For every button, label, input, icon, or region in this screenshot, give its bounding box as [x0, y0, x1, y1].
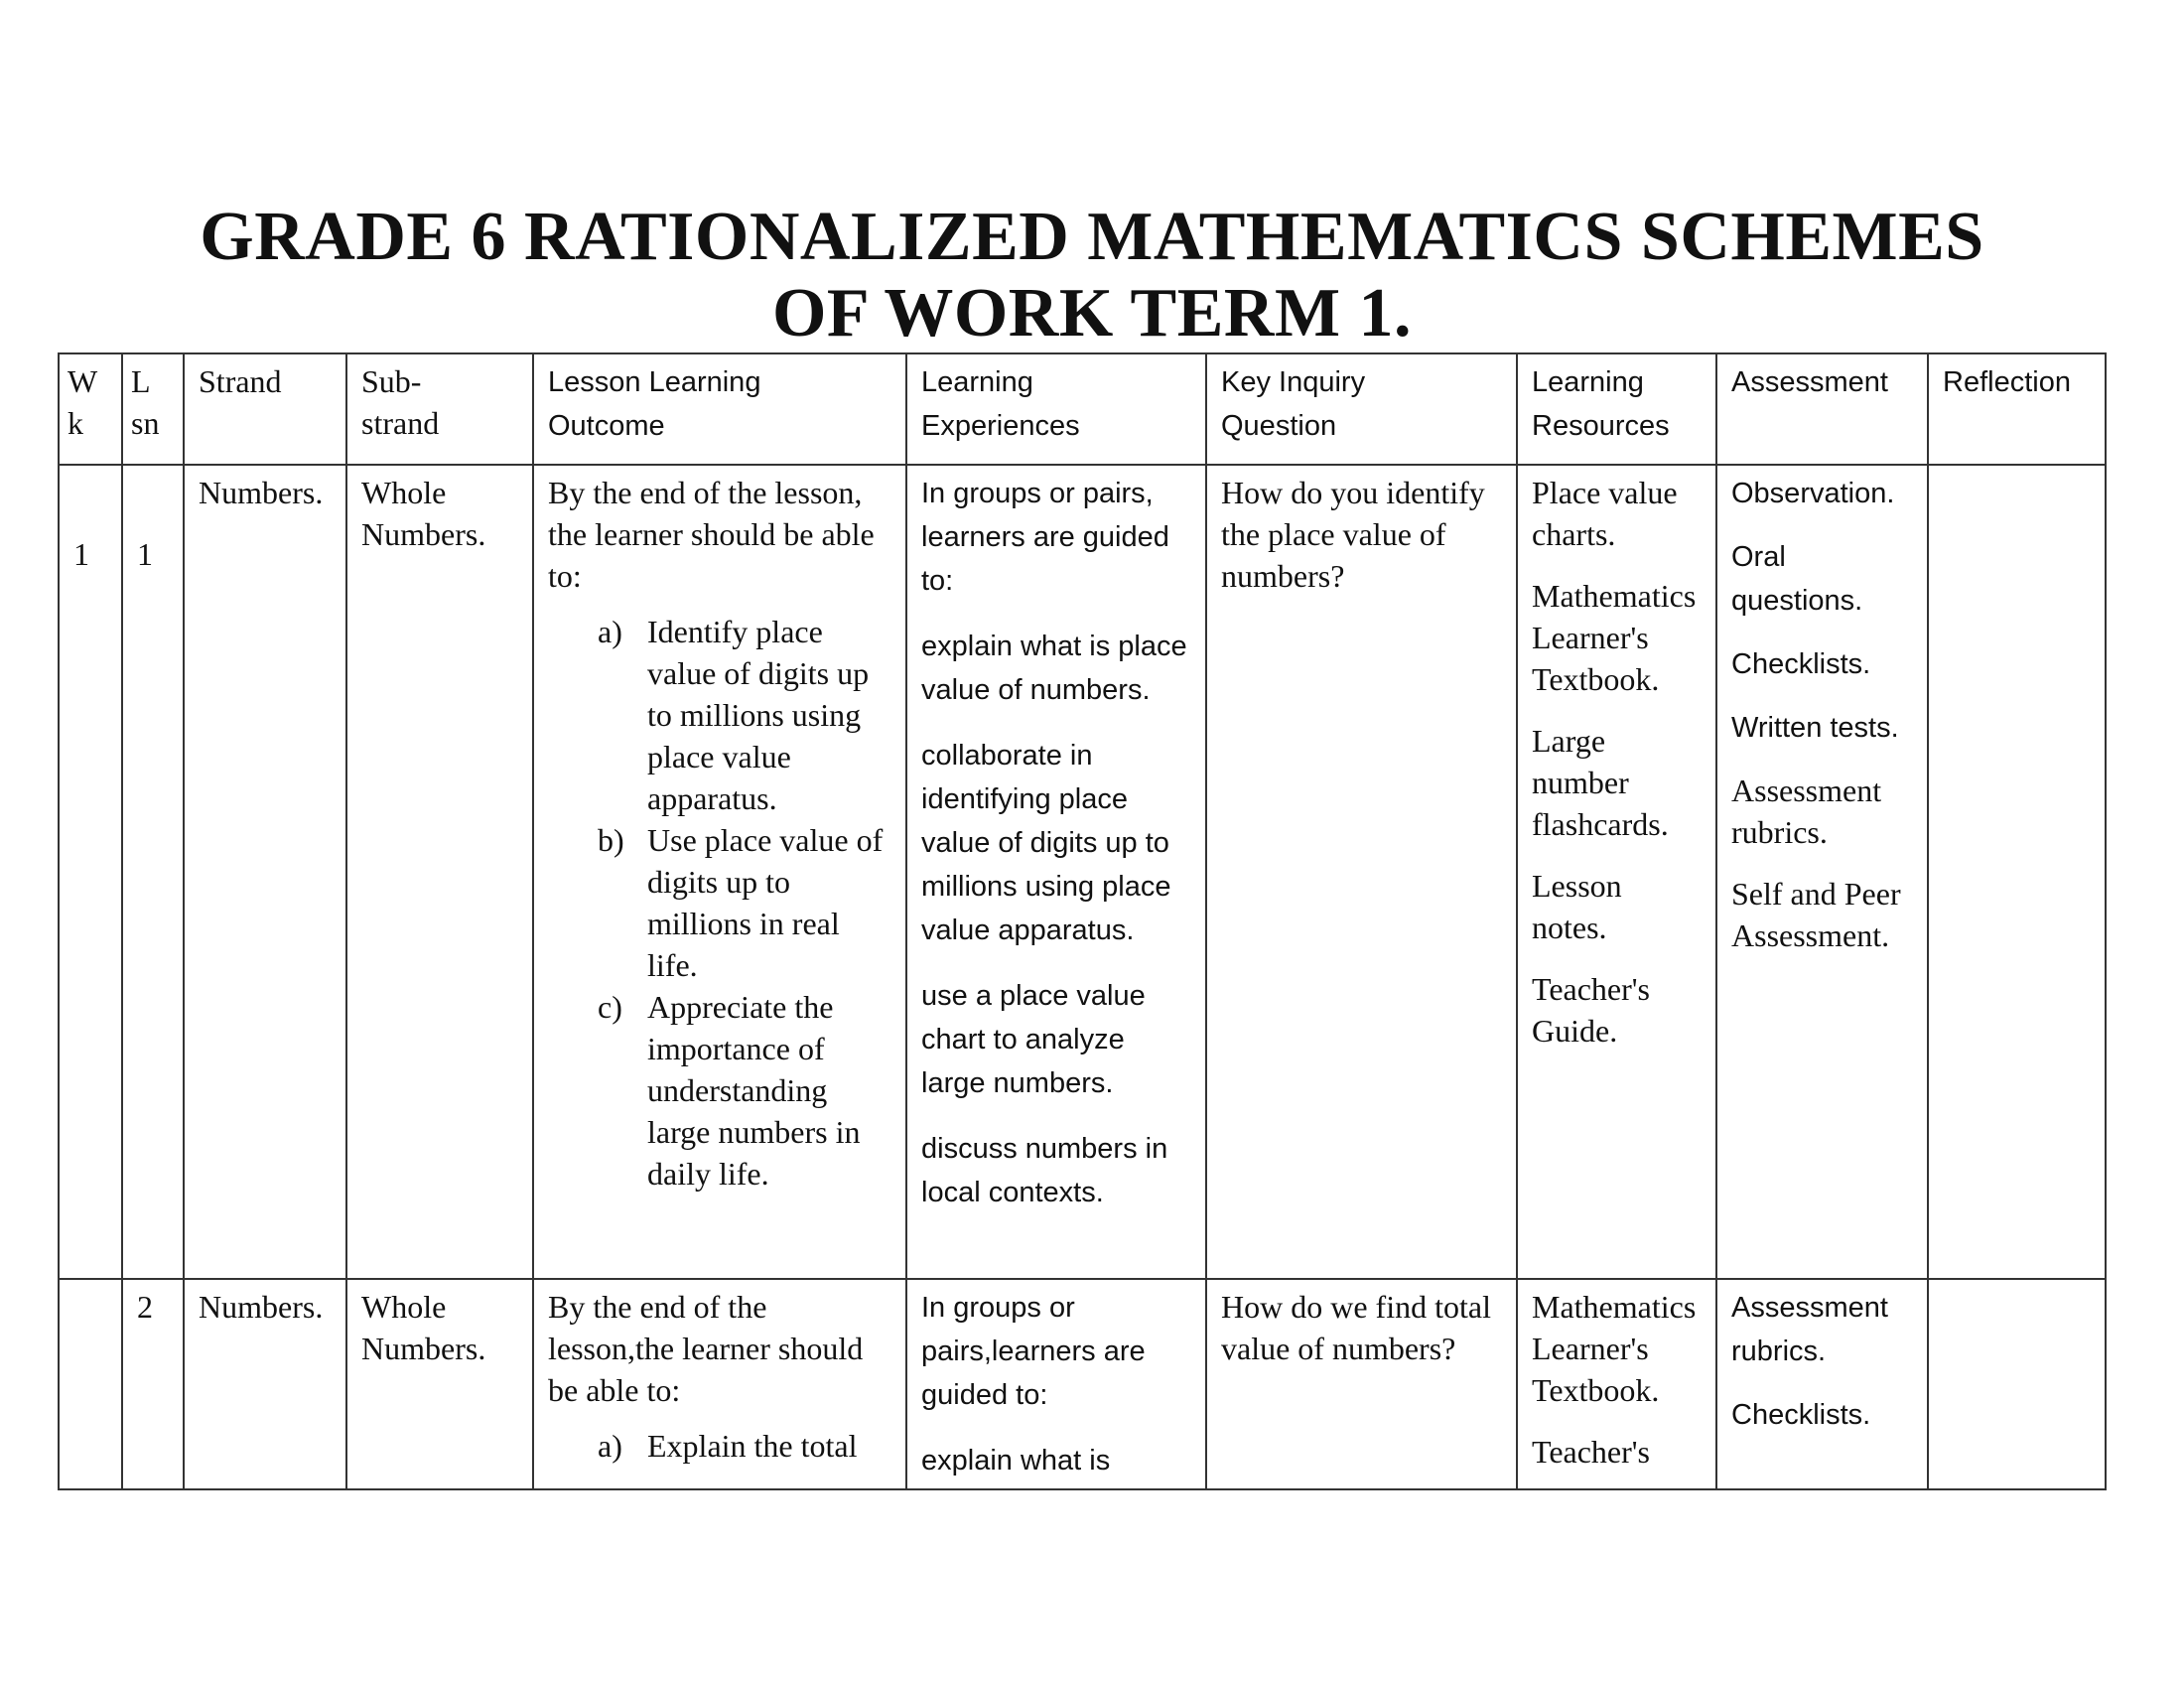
experience-item: In groups or pairs, learners are guided to:: [921, 478, 1169, 597]
header-experiences-line-2: Experiences: [921, 410, 1080, 442]
list-item: [548, 611, 891, 819]
resource-item: Large number flashcards.: [1532, 723, 1669, 842]
resource-item: Mathematics Learner's Textbook.: [1532, 578, 1697, 697]
resource-item: Lesson notes.: [1532, 868, 1622, 945]
title-line-2: OF WORK TERM 1.: [771, 275, 1413, 352]
header-lsn-line-2: sn: [131, 405, 160, 441]
list-item: [548, 986, 891, 1195]
outcome-cell: [533, 1279, 906, 1489]
header-resources-line-2: Resources: [1532, 410, 1670, 442]
header-inquiry: [1206, 353, 1517, 465]
assessment-item: Observation.: [1731, 478, 1895, 509]
reflection-cell: [1928, 465, 2106, 1279]
header-outcome-line-2: Outcome: [548, 410, 665, 442]
scheme-of-work-table: [58, 352, 2107, 1490]
assessment-cell: [1716, 465, 1928, 1279]
list-marker: a): [598, 614, 622, 649]
resource-item: Place value charts.: [1532, 475, 1678, 552]
resource-item: Teacher's: [1532, 1434, 1650, 1470]
resources-cell: [1517, 465, 1716, 1279]
resource-item: Teacher's Guide.: [1532, 971, 1650, 1049]
experience-item: collaborate in identifying place value of digits up to millions using place value apparatus.: [921, 740, 1171, 946]
header-wk: [59, 353, 122, 465]
header-experiences: [906, 353, 1206, 465]
experience-item: In groups or pairs,learners are guided to:: [921, 1292, 1146, 1411]
experience-item: explain what is: [921, 1445, 1111, 1477]
week-cell: [59, 1279, 122, 1489]
header-resources: [1517, 353, 1716, 465]
assessment-item: Written tests.: [1731, 712, 1899, 744]
header-outcome-line-1: Lesson Learning: [548, 366, 761, 398]
resources-cell: [1517, 1279, 1716, 1489]
list-item-text: Explain the total: [647, 1428, 858, 1464]
list-item: [548, 1425, 891, 1467]
header-inquiry-line-1: Key Inquiry: [1221, 366, 1366, 398]
list-item: [548, 819, 891, 986]
assessment-item: Assessment rubrics.: [1731, 773, 1882, 850]
assessment-item: Oral questions.: [1731, 541, 1863, 617]
header-resources-line-1: Learning: [1532, 366, 1644, 398]
assessment-item: Self and Peer Assessment.: [1731, 876, 1901, 953]
header-inquiry-line-2: Question: [1221, 410, 1337, 442]
title-line-1: GRADE 6 RATIONALIZED MATHEMATICS SCHEMES: [200, 199, 1984, 275]
outcome-list: [548, 611, 891, 1195]
week-number: 1: [73, 536, 89, 572]
header-row: [59, 353, 2106, 465]
week-cell: [59, 465, 122, 1279]
substrand-cell: Whole Numbers.: [346, 465, 533, 1279]
list-marker: c): [598, 989, 622, 1025]
header-lsn-line-1: L: [131, 363, 151, 399]
lesson-cell: 2: [122, 1279, 184, 1489]
experience-item: explain what is place value of numbers.: [921, 631, 1187, 706]
strand-cell: Numbers.: [184, 1279, 346, 1489]
table-row: [59, 465, 2106, 1279]
outcome-cell: [533, 465, 906, 1279]
list-item-text: Appreciate the importance of understanding large numbers in daily life.: [647, 989, 861, 1192]
table-row: [59, 1279, 2106, 1489]
header-strand: Strand: [184, 353, 346, 465]
header-substrand-line-2: strand: [361, 405, 440, 441]
document-title: [0, 199, 2184, 352]
substrand-cell: Whole Numbers.: [346, 1279, 533, 1489]
experiences-cell: [906, 1279, 1206, 1489]
assessment-item: Checklists.: [1731, 648, 1871, 680]
assessment-item: Assessment rubrics.: [1731, 1292, 1888, 1367]
header-substrand: [346, 353, 533, 465]
header-wk-line-1: W: [68, 363, 98, 399]
header-reflection: Reflection: [1928, 353, 2106, 465]
assessment-cell: [1716, 1279, 1928, 1489]
header-substrand-line-1: Sub-: [361, 363, 422, 399]
inquiry-cell: How do you identify the place value of numbers?: [1206, 465, 1517, 1279]
experience-item: discuss numbers in local contexts.: [921, 1133, 1168, 1208]
header-outcome: [533, 353, 906, 465]
header-lsn: [122, 353, 184, 465]
experience-item: use a place value chart to analyze large numbers.: [921, 980, 1146, 1099]
outcome-intro: By the end of the lesson, the learner should be able to:: [548, 475, 875, 594]
assessment-item: Checklists.: [1731, 1399, 1871, 1431]
lesson-number: 1: [137, 536, 153, 572]
header-wk-line-2: k: [68, 405, 83, 441]
resource-item: Mathematics Learner's Textbook.: [1532, 1289, 1697, 1408]
strand-cell: Numbers.: [184, 465, 346, 1279]
header-assessment: Assessment: [1716, 353, 1928, 465]
experiences-cell: [906, 465, 1206, 1279]
lesson-cell: [122, 465, 184, 1279]
list-marker: a): [598, 1428, 622, 1464]
list-item-text: Use place value of digits up to millions in real life.: [647, 822, 884, 983]
header-experiences-line-1: Learning: [921, 366, 1033, 398]
outcome-list: [548, 1425, 891, 1467]
list-item-text: Identify place value of digits up to millions using place value apparatus.: [647, 614, 870, 816]
reflection-cell: [1928, 1279, 2106, 1489]
list-marker: b): [598, 822, 624, 858]
inquiry-cell: How do we find total value of numbers?: [1206, 1279, 1517, 1489]
outcome-intro: By the end of the lesson,the learner should be able to:: [548, 1289, 864, 1408]
